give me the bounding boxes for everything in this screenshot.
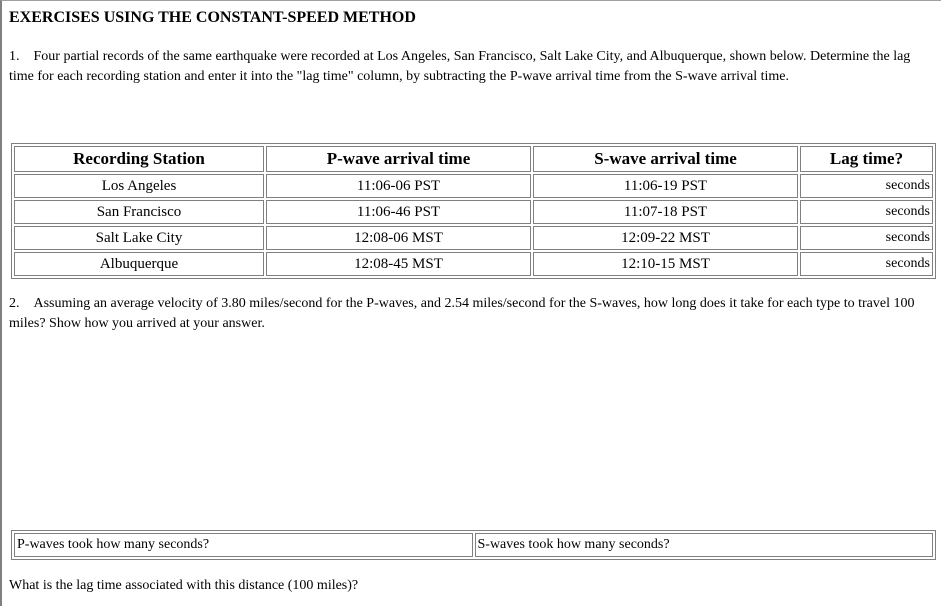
question-1-number: 1. bbox=[9, 49, 20, 64]
header-lag-time: Lag time? bbox=[800, 146, 933, 172]
table-row bbox=[14, 174, 933, 198]
p-wave-cell: 12:08-45 MST bbox=[266, 252, 531, 276]
s-waves-answer-cell[interactable]: S-waves took how many seconds? bbox=[475, 533, 934, 557]
arrival-times-table bbox=[11, 143, 936, 279]
station-cell: Los Angeles bbox=[14, 174, 264, 198]
p-wave-cell: 12:08-06 MST bbox=[266, 226, 531, 250]
lag-time-cell[interactable]: seconds bbox=[800, 252, 933, 276]
question-1 bbox=[9, 47, 929, 87]
question-1-text: Four partial records of the same earthquake were recorded at Los Angeles, San Francisco, Salt Lake City, and Albuquerque, shown below. Determine the lag time for each recording station and enter it into the "lag time" column, by subtracting the P-wave arrival time from the S-wave arrival time. bbox=[9, 49, 911, 84]
p-wave-cell: 11:06-06 PST bbox=[266, 174, 531, 198]
table-row bbox=[14, 252, 933, 276]
page-title: EXERCISES USING THE CONSTANT-SPEED METHOD bbox=[9, 9, 416, 26]
p-waves-answer-cell[interactable]: P-waves took how many seconds? bbox=[14, 533, 473, 557]
lag-time-cell[interactable]: seconds bbox=[800, 200, 933, 224]
answer-table bbox=[11, 530, 936, 560]
header-recording-station: Recording Station bbox=[14, 146, 264, 172]
header-s-wave: S-wave arrival time bbox=[533, 146, 798, 172]
p-wave-cell: 11:06-46 PST bbox=[266, 200, 531, 224]
lag-time-cell[interactable]: seconds bbox=[800, 226, 933, 250]
station-cell: Albuquerque bbox=[14, 252, 264, 276]
question-3: What is the lag time associated with this distance (100 miles)? bbox=[9, 578, 359, 593]
station-cell: San Francisco bbox=[14, 200, 264, 224]
s-wave-cell: 12:09-22 MST bbox=[533, 226, 798, 250]
s-wave-cell: 11:06-19 PST bbox=[533, 174, 798, 198]
station-cell: Salt Lake City bbox=[14, 226, 264, 250]
table-row bbox=[14, 226, 933, 250]
question-2 bbox=[9, 294, 935, 334]
table-row bbox=[14, 200, 933, 224]
header-p-wave: P-wave arrival time bbox=[266, 146, 531, 172]
answer-row bbox=[14, 533, 933, 557]
s-wave-cell: 11:07-18 PST bbox=[533, 200, 798, 224]
s-wave-cell: 12:10-15 MST bbox=[533, 252, 798, 276]
question-2-text: Assuming an average velocity of 3.80 miles/second for the P-waves, and 2.54 miles/second for the S-waves, how long does it take for each type to travel 100 miles? Show how you arrived at your answer. bbox=[9, 296, 915, 331]
table-header-row bbox=[14, 146, 933, 172]
lag-time-cell[interactable]: seconds bbox=[800, 174, 933, 198]
question-2-number: 2. bbox=[9, 296, 20, 311]
